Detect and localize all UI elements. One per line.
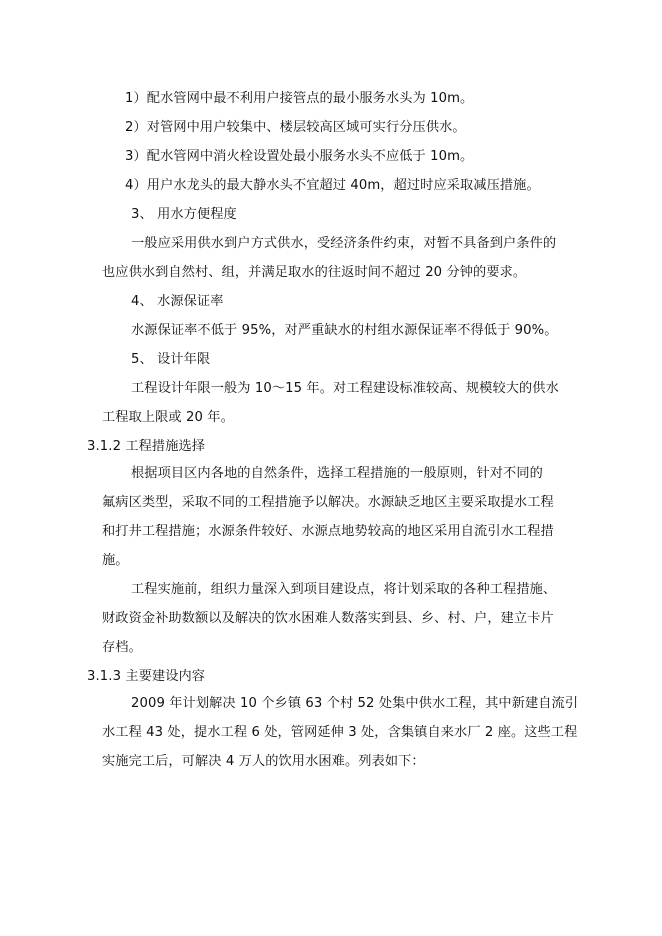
section-heading-design-life: 5、 设计年限 [131, 352, 211, 367]
paragraph-line: 存档。 [102, 640, 142, 655]
paragraph-line: 水工程 43 处，提水工程 6 处，管网延伸 3 处，含集镇自来水厂 2 座。这些工程 [102, 725, 578, 740]
paragraph-line: 工程取上限或 20 年。 [102, 410, 234, 425]
section-heading-3-1-3: 3.1.3 主要建设内容 [87, 669, 206, 684]
paragraph-line: 根据项目区内各地的自然条件，选择工程措施的一般原则，针对不同的 [131, 466, 543, 481]
paragraph-line: 2009 年计划解决 10 个乡镇 63 个村 52 处集中供水工程，其中新建自流引 [131, 696, 579, 711]
section-heading-convenience: 3、 用水方便程度 [131, 207, 237, 222]
requirement-line-1: 1）配水管网中最不利用户接管点的最小服务水头为 10m。 [125, 91, 474, 106]
paragraph-line: 施。 [102, 553, 129, 568]
paragraph-line: 工程设计年限一般为 10～15 年。对工程建设标准较高、规模较大的供水 [131, 381, 559, 396]
paragraph-line: 实施完工后，可解决 4 万人的饮用水困难。列表如下： [102, 754, 425, 769]
paragraph-line: 氟病区类型，采取不同的工程措施予以解决。水源缺乏地区主要采取提水工程 [102, 495, 554, 510]
requirement-line-3: 3）配水管网中消火栓设置处最小服务水头不应低于 10m。 [125, 149, 474, 164]
paragraph-line: 工程实施前，组织力量深入到项目建设点，将计划采取的各种工程措施、 [131, 582, 557, 597]
paragraph-line: 也应供水到自然村、组，并满足取水的往返时间不超过 20 分钟的要求。 [102, 265, 527, 280]
paragraph-line: 一般应采用供水到户方式供水，受经济条件约束，对暂不具备到户条件的 [131, 236, 557, 251]
section-heading-water-source: 4、 水源保证率 [131, 294, 224, 309]
paragraph-line: 财政资金补助数额以及解决的饮水困难人数落实到县、乡、村、户，建立卡片 [102, 611, 554, 626]
requirement-line-2: 2）对管网中用户较集中、楼层较高区域可实行分压供水。 [125, 120, 466, 135]
section-heading-3-1-2: 3.1.2 工程措施选择 [87, 439, 206, 454]
requirement-line-4: 4）用户水龙头的最大静水头不宜超过 40m，超过时应采取减压措施。 [125, 178, 540, 193]
paragraph-line: 水源保证率不低于 95%，对严重缺水的村组水源保证率不得低于 90%。 [131, 323, 558, 338]
paragraph-line: 和打井工程措施；水源条件较好、水源点地势较高的地区采用自流引水工程措 [102, 524, 554, 539]
